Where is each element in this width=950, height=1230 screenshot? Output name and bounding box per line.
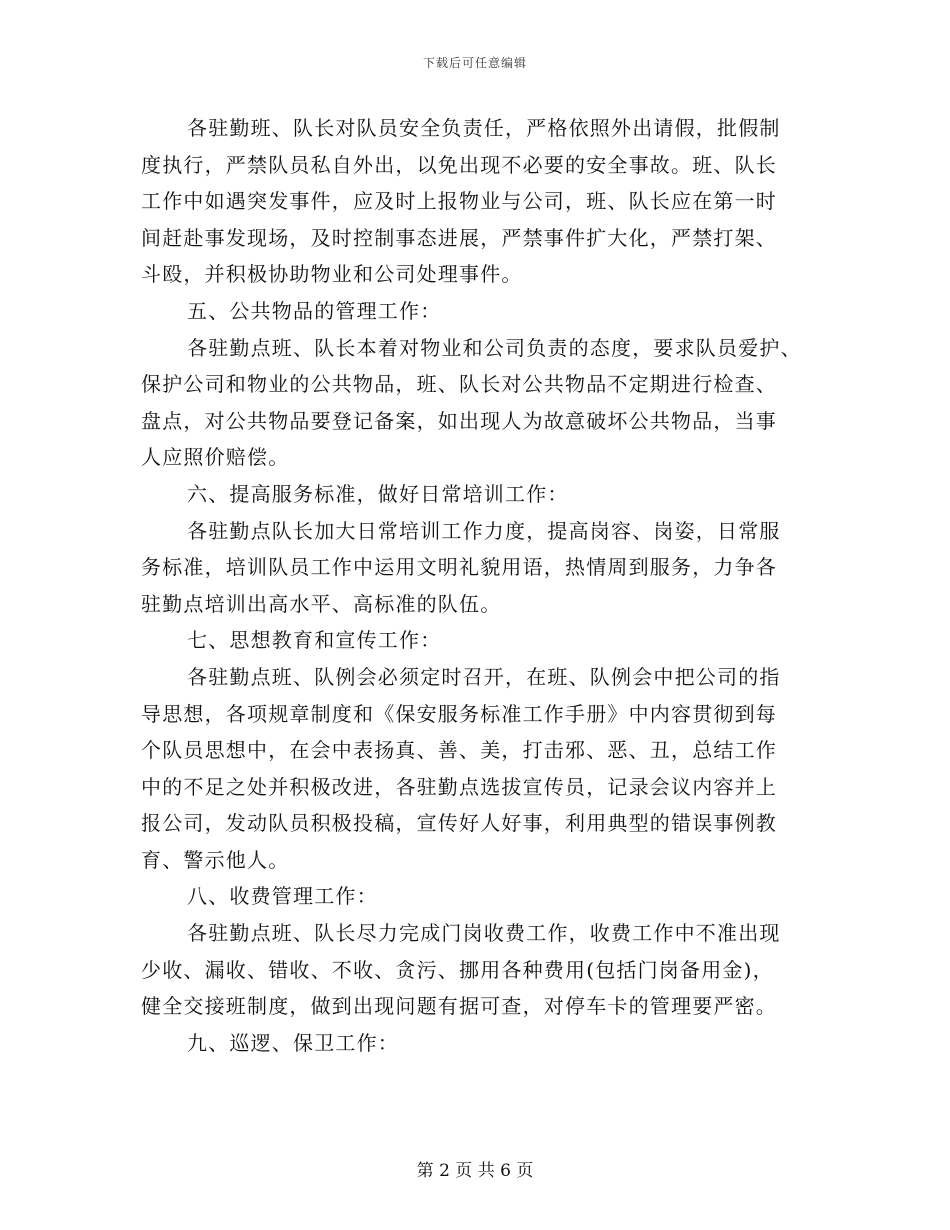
heading-line: 五、公共物品的管理工作：	[187, 298, 442, 323]
text-line: 各驻勤点班、队例会必须定时召开，在班、队例会中把公司的指	[187, 664, 781, 689]
text-line: 工作中如遇突发事件，应及时上报物业与公司，班、队长应在第一时	[141, 189, 777, 214]
text-line: 各驻勤班、队长对队员安全负责任，严格依照外出请假，批假制	[187, 116, 781, 140]
document-body	[141, 110, 801, 1061]
page-header: 下载后可任意编辑	[422, 56, 527, 70]
text-line: 各驻勤点队长加大日常培训工作力度，提高岗容、岗姿，日常服	[187, 518, 781, 543]
section-heading	[141, 1025, 801, 1062]
text-line: 健全交接班制度，做到出现问题有据可查，对停车卡的管理要严密。	[141, 994, 777, 1019]
heading-line: 七、思想教育和宣传工作：	[187, 628, 442, 653]
text-line: 导思想，各项规章制度和《保安服务标准工作手册》中内容贯彻到每	[141, 701, 777, 726]
heading-line: 九、巡逻、保卫工作：	[187, 1030, 399, 1055]
text-line: 驻勤点培训出高水平、高标准的队伍。	[141, 591, 502, 616]
text-line: 中的不足之处并积极改进，各驻勤点选拔宣传员，记录会议内容并上	[141, 774, 777, 799]
text-line: 少收、漏收、错收、不收、贪污、挪用各种费用(包括门岗备用金)，	[141, 957, 774, 982]
text-line: 保护公司和物业的公共物品，班、队长对公共物品不定期进行检查、	[141, 372, 777, 397]
text-line: 盘点，对公共物品要登记备案，如出现人为故意破坏公共物品，当事	[141, 408, 777, 433]
heading-line: 六、提高服务标准，做好日常培训工作：	[187, 481, 569, 506]
paragraph	[141, 915, 801, 1025]
section-heading	[141, 476, 801, 513]
text-line: 报公司，发动队员积极投稿，宣传好人好事，利用典型的错误事例教	[141, 811, 777, 836]
paragraph	[141, 330, 801, 476]
text-line: 育、警示他人。	[141, 847, 290, 872]
text-line: 间赶赴事发现场，及时控制事态进展，严禁事件扩大化，严禁打架、	[141, 225, 777, 250]
text-line: 务标准，培训队员工作中运用文明礼貌用语，热情周到服务，力争各	[141, 555, 777, 580]
heading-line: 八、收费管理工作：	[187, 884, 378, 909]
paragraph	[141, 110, 801, 293]
text-line: 斗殴，并积极协助物业和公司处理事件。	[141, 262, 523, 287]
text-line: 个队员思想中，在会中表扬真、善、美，打击邪、恶、丑，总结工作	[141, 738, 777, 763]
text-line: 度执行，严禁队员私自外出，以免出现不必要的安全事故。班、队长	[141, 152, 777, 177]
paragraph	[141, 513, 801, 623]
text-line: 各驻勤点班、队长本着对物业和公司负责的态度，要求队员爱护、	[187, 335, 802, 360]
paragraph	[141, 659, 801, 879]
section-heading	[141, 878, 801, 915]
page-footer: 第 2 页 共 6 页	[416, 1161, 534, 1181]
text-line: 人应照价赔偿。	[141, 445, 290, 470]
section-heading	[141, 622, 801, 659]
text-line: 各驻勤点班、队长尽力完成门岗收费工作，收费工作中不准出现	[187, 921, 781, 946]
section-heading	[141, 293, 801, 330]
